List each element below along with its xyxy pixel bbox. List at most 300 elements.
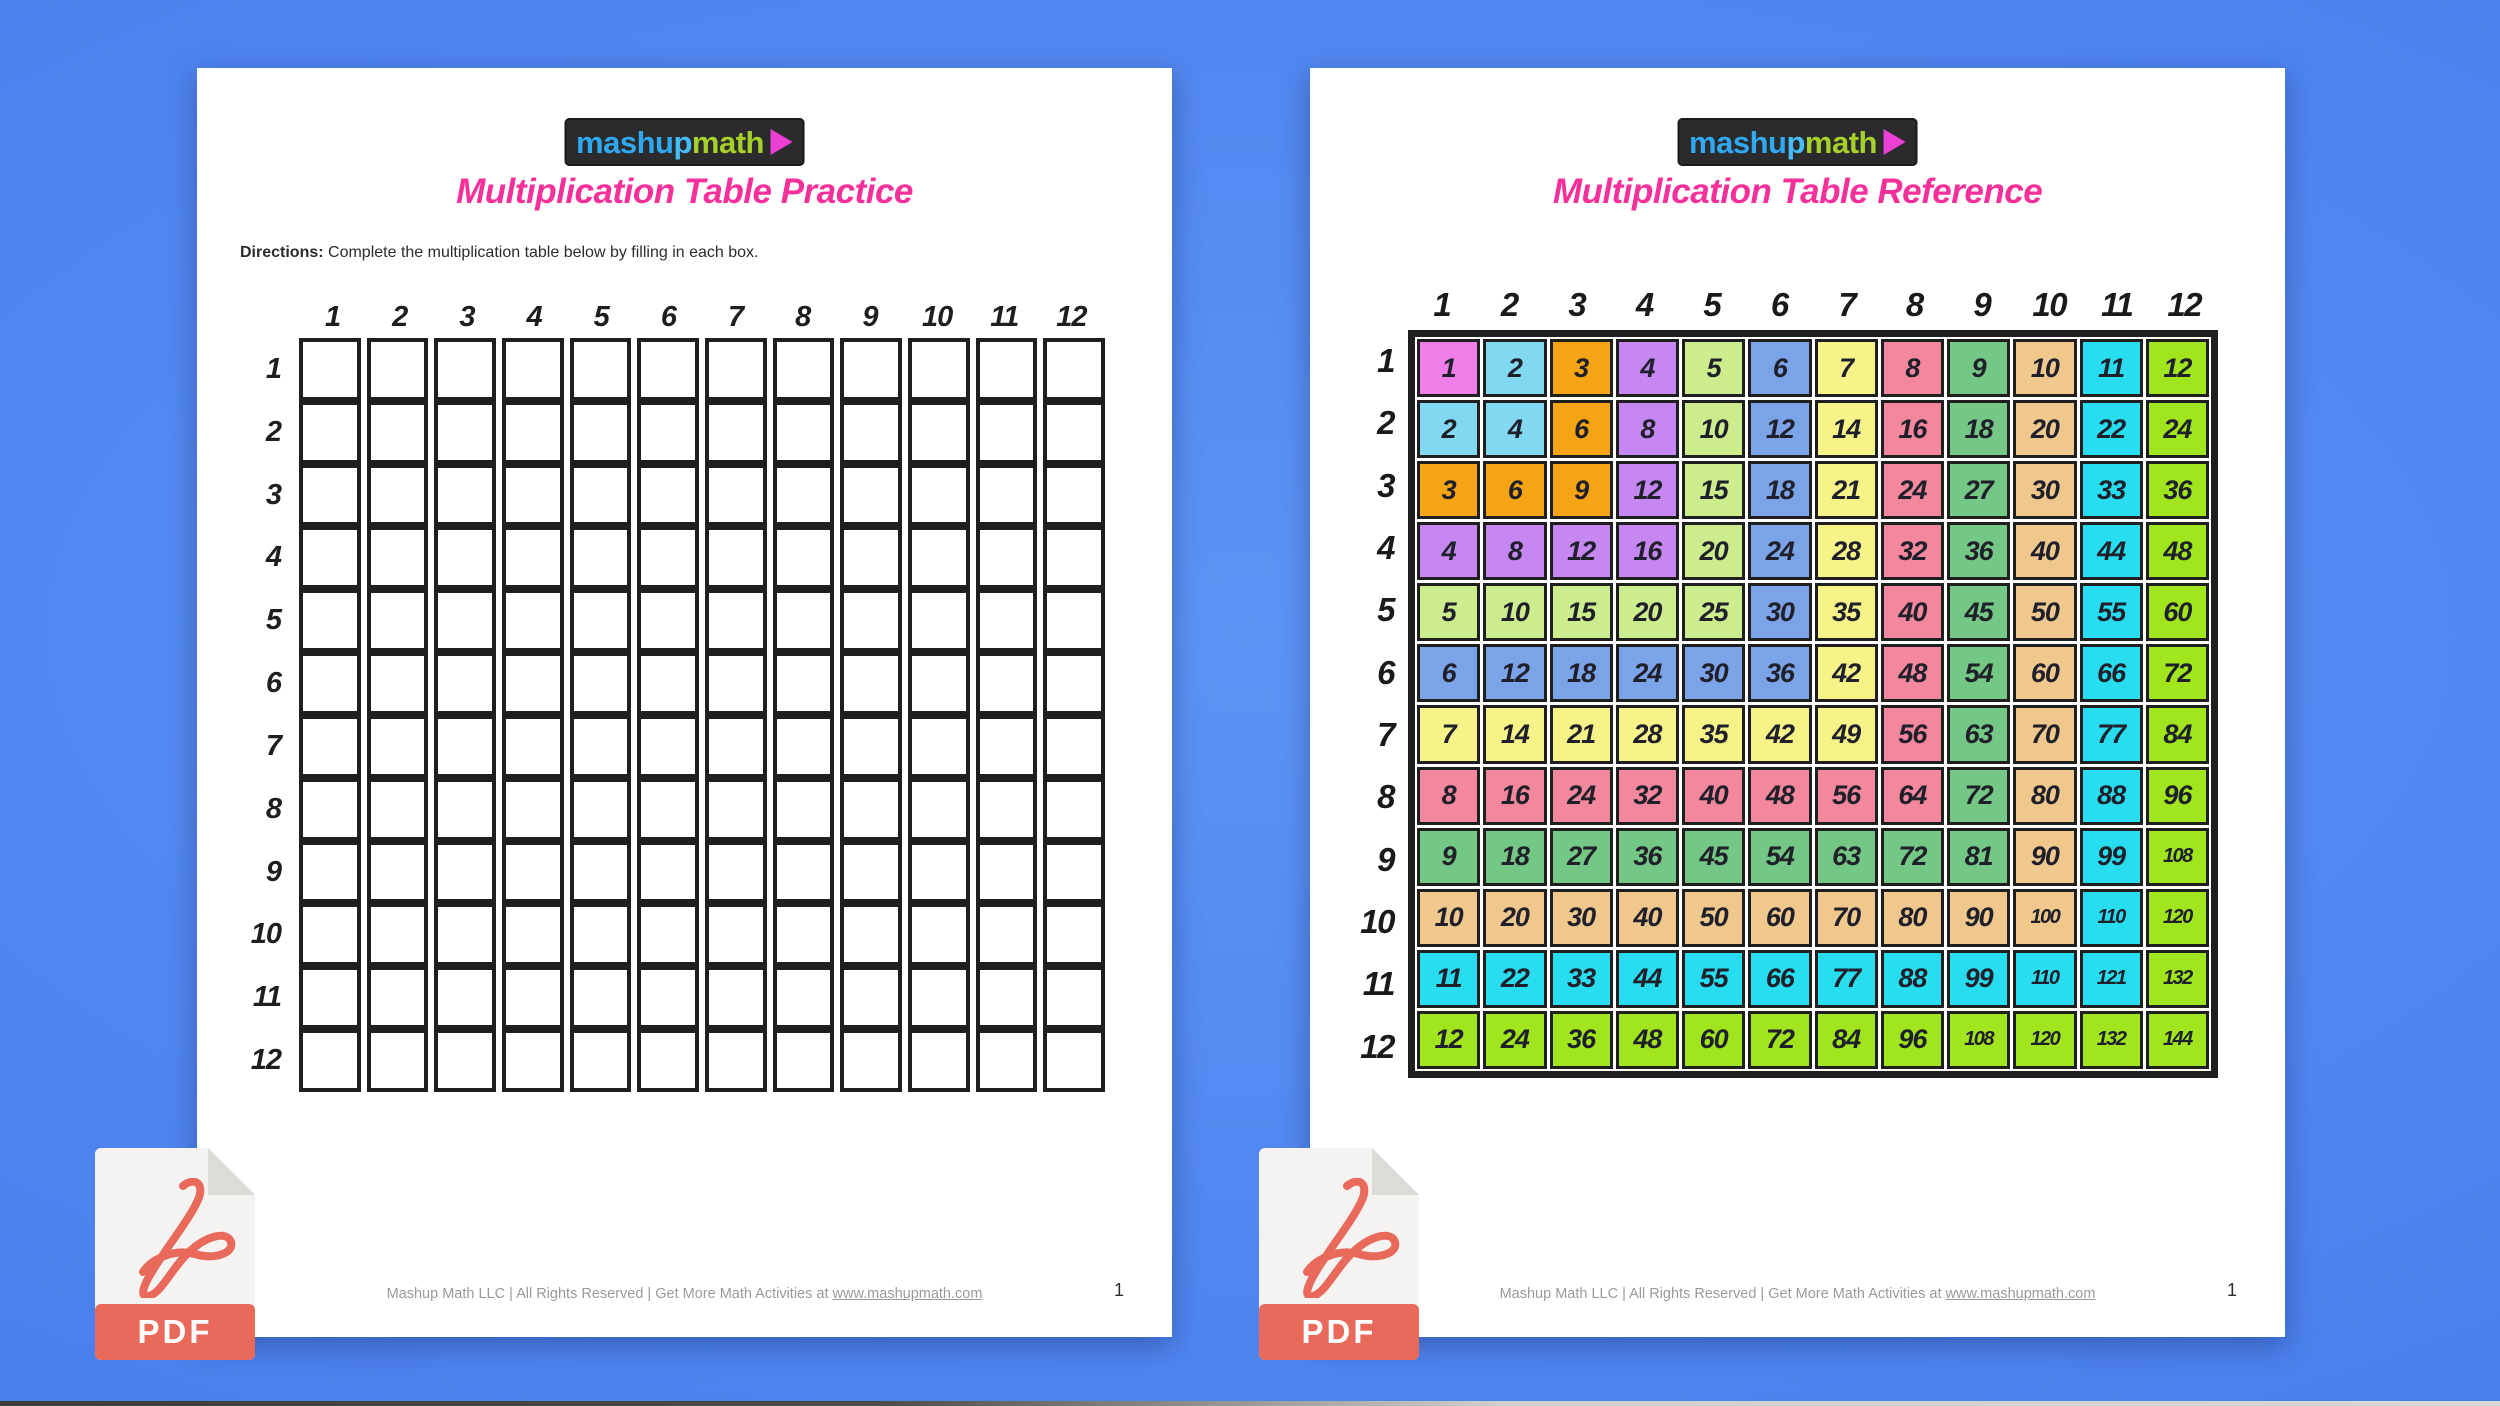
product-cell: 7 xyxy=(1815,339,1878,397)
product-cell: 25 xyxy=(1682,583,1745,641)
practice-cell-empty xyxy=(637,841,699,904)
practice-cell-empty xyxy=(840,464,902,527)
product-cell: 81 xyxy=(1947,828,2010,886)
row-header-number: 10 xyxy=(1360,903,1394,941)
practice-cell-empty xyxy=(773,841,835,904)
product-cell: 45 xyxy=(1947,583,2010,641)
product-cell: 40 xyxy=(1881,583,1944,641)
product-cell: 10 xyxy=(1417,889,1480,947)
product-cell: 35 xyxy=(1815,583,1878,641)
practice-cell-empty xyxy=(773,778,835,841)
worksheet-page-practice xyxy=(197,68,1172,1337)
practice-cell-empty xyxy=(908,841,970,904)
row-header-number: 12 xyxy=(250,1044,281,1077)
product-cell: 96 xyxy=(2146,767,2209,825)
product-cell: 48 xyxy=(1616,1011,1679,1069)
practice-cell-empty xyxy=(502,715,564,778)
product-cell: 16 xyxy=(1881,400,1944,458)
logo-text-mashu: mashu xyxy=(576,124,674,160)
column-header-number: 11 xyxy=(2101,286,2133,323)
product-cell: 18 xyxy=(1550,644,1613,702)
product-cell: 121 xyxy=(2080,950,2143,1008)
product-cell: 60 xyxy=(1682,1011,1745,1069)
product-cell: 54 xyxy=(1748,828,1811,886)
practice-cell-empty xyxy=(637,464,699,527)
product-cell: 6 xyxy=(1417,644,1480,702)
product-cell: 44 xyxy=(1616,950,1679,1008)
product-cell: 11 xyxy=(2080,339,2143,397)
practice-cell-empty xyxy=(502,526,564,589)
practice-cell-empty xyxy=(570,778,632,841)
product-cell: 15 xyxy=(1550,583,1613,641)
practice-cell-empty xyxy=(705,401,767,464)
practice-cell-empty xyxy=(705,903,767,966)
practice-cell-empty xyxy=(976,966,1038,1029)
practice-cell-empty xyxy=(502,1029,564,1092)
row-header-number: 4 xyxy=(1377,529,1394,567)
product-cell: 90 xyxy=(1947,889,2010,947)
practice-cell-empty xyxy=(637,338,699,401)
product-cell: 22 xyxy=(2080,400,2143,458)
product-cell: 63 xyxy=(1947,705,2010,763)
column-header-number: 6 xyxy=(660,301,676,333)
product-cell: 77 xyxy=(2080,705,2143,763)
row-header-number: 3 xyxy=(1377,466,1394,504)
practice-cell-empty xyxy=(705,715,767,778)
column-header-number: 3 xyxy=(459,301,475,333)
page-footer xyxy=(197,1286,1172,1302)
directions-label: Directions: xyxy=(240,244,324,261)
practice-cell-empty xyxy=(570,401,632,464)
practice-cell-empty xyxy=(1043,401,1105,464)
page-number: 1 xyxy=(2226,1280,2237,1300)
product-cell: 110 xyxy=(2013,950,2076,1008)
pdf-banner-label: PDF xyxy=(95,1304,255,1360)
practice-cell-empty xyxy=(705,778,767,841)
footer-text: Mashup Math LLC | All Rights Reserved | Get More Math Activities at xyxy=(386,1286,833,1302)
practice-cell-empty xyxy=(367,778,429,841)
practice-grid xyxy=(299,338,1105,1092)
practice-cell-empty xyxy=(367,401,429,464)
column-header-number: 8 xyxy=(1905,286,1923,323)
column-header-number: 12 xyxy=(1056,301,1087,333)
directions xyxy=(240,244,758,262)
row-header-number: 11 xyxy=(1362,965,1394,1003)
column-header-number: 1 xyxy=(325,301,341,333)
row-header-number: 8 xyxy=(265,792,281,825)
product-cell: 9 xyxy=(1550,461,1613,519)
reference-row-headers xyxy=(1334,330,1402,1078)
product-cell: 27 xyxy=(1947,461,2010,519)
practice-cell-empty xyxy=(1043,715,1105,778)
practice-cell-empty xyxy=(299,464,361,527)
page-title: Multiplication Table Reference xyxy=(1552,172,2043,211)
practice-cell-empty xyxy=(840,338,902,401)
practice-cell-empty xyxy=(570,652,632,715)
product-cell: 16 xyxy=(1483,767,1546,825)
pdf-file-icon[interactable] xyxy=(95,1148,255,1360)
practice-cell-empty xyxy=(299,778,361,841)
product-cell: 55 xyxy=(2080,583,2143,641)
product-cell: 99 xyxy=(1947,950,2010,1008)
product-cell: 54 xyxy=(1947,644,2010,702)
footer-link[interactable]: www.mashupmath.com xyxy=(1945,1286,2096,1302)
product-cell: 12 xyxy=(1616,461,1679,519)
practice-cell-empty xyxy=(773,966,835,1029)
practice-cell-empty xyxy=(367,338,429,401)
practice-cell-empty xyxy=(434,652,496,715)
practice-cell-empty xyxy=(502,338,564,401)
practice-cell-empty xyxy=(570,903,632,966)
practice-cell-empty xyxy=(434,338,496,401)
product-cell: 36 xyxy=(2146,461,2209,519)
product-cell: 49 xyxy=(1815,705,1878,763)
mashupmath-logo xyxy=(1677,118,1918,166)
product-cell: 72 xyxy=(1947,767,2010,825)
practice-cell-empty xyxy=(1043,966,1105,1029)
row-header-number: 6 xyxy=(265,667,281,700)
column-header-number: 9 xyxy=(1973,286,1991,323)
product-cell: 21 xyxy=(1550,705,1613,763)
practice-cell-empty xyxy=(1043,526,1105,589)
product-cell: 66 xyxy=(1748,950,1811,1008)
product-cell: 24 xyxy=(1616,644,1679,702)
practice-cell-empty xyxy=(705,589,767,652)
play-triangle-icon xyxy=(771,129,793,155)
practice-cell-empty xyxy=(773,464,835,527)
practice-cell-empty xyxy=(976,526,1038,589)
reference-col-headers xyxy=(1408,268,2218,324)
product-cell: 3 xyxy=(1417,461,1480,519)
product-cell: 36 xyxy=(1616,828,1679,886)
practice-cell-empty xyxy=(840,652,902,715)
practice-cell-empty xyxy=(773,903,835,966)
practice-cell-empty xyxy=(299,841,361,904)
practice-cell-empty xyxy=(908,652,970,715)
practice-cell-empty xyxy=(908,715,970,778)
practice-cell-empty xyxy=(367,589,429,652)
product-cell: 3 xyxy=(1550,339,1613,397)
practice-cell-empty xyxy=(773,338,835,401)
pdf-banner-label: PDF xyxy=(1259,1304,1419,1360)
product-cell: 50 xyxy=(2013,583,2076,641)
practice-cell-empty xyxy=(434,778,496,841)
practice-cell-empty xyxy=(705,966,767,1029)
product-cell: 4 xyxy=(1417,522,1480,580)
product-cell: 10 xyxy=(1483,583,1546,641)
product-cell: 90 xyxy=(2013,828,2076,886)
column-header-number: 1 xyxy=(1433,286,1451,323)
product-cell: 10 xyxy=(2013,339,2076,397)
column-header-number: 5 xyxy=(593,301,609,333)
practice-cell-empty xyxy=(705,338,767,401)
practice-cell-empty xyxy=(367,652,429,715)
practice-cell-empty xyxy=(502,589,564,652)
column-header-number: 12 xyxy=(2167,286,2202,323)
practice-cell-empty xyxy=(1043,778,1105,841)
product-cell: 36 xyxy=(1550,1011,1613,1069)
pdf-file-icon[interactable] xyxy=(1259,1148,1419,1360)
product-cell: 2 xyxy=(1417,400,1480,458)
product-cell: 28 xyxy=(1815,522,1878,580)
practice-cell-empty xyxy=(840,966,902,1029)
practice-cell-empty xyxy=(299,903,361,966)
product-cell: 40 xyxy=(1682,767,1745,825)
practice-cell-empty xyxy=(434,1029,496,1092)
screen-bottom-edge xyxy=(0,1401,2500,1406)
column-header-number: 6 xyxy=(1770,286,1788,323)
product-cell: 56 xyxy=(1815,767,1878,825)
product-cell: 120 xyxy=(2013,1011,2076,1069)
practice-cell-empty xyxy=(502,966,564,1029)
product-cell: 110 xyxy=(2080,889,2143,947)
practice-cell-empty xyxy=(976,903,1038,966)
practice-cell-empty xyxy=(705,841,767,904)
product-cell: 14 xyxy=(1483,705,1546,763)
practice-cell-empty xyxy=(434,903,496,966)
row-header-number: 6 xyxy=(1377,653,1394,691)
practice-cell-empty xyxy=(637,652,699,715)
row-header-number: 7 xyxy=(265,729,281,762)
practice-cell-empty xyxy=(908,778,970,841)
product-cell: 72 xyxy=(1881,828,1944,886)
product-cell: 12 xyxy=(1417,1011,1480,1069)
product-cell: 42 xyxy=(1815,644,1878,702)
product-cell: 8 xyxy=(1881,339,1944,397)
practice-cell-empty xyxy=(840,589,902,652)
column-header-number: 10 xyxy=(921,301,953,333)
product-cell: 45 xyxy=(1682,828,1745,886)
practice-cell-empty xyxy=(637,526,699,589)
row-header-number: 1 xyxy=(265,352,281,385)
product-cell: 30 xyxy=(1748,583,1811,641)
practice-cell-empty xyxy=(367,903,429,966)
product-cell: 48 xyxy=(1748,767,1811,825)
product-cell: 1 xyxy=(1417,339,1480,397)
product-cell: 30 xyxy=(2013,461,2076,519)
practice-col-headers xyxy=(299,290,1105,334)
practice-cell-empty xyxy=(705,652,767,715)
product-cell: 99 xyxy=(2080,828,2143,886)
practice-cell-empty xyxy=(502,903,564,966)
column-header-number: 4 xyxy=(1635,286,1653,323)
product-cell: 35 xyxy=(1682,705,1745,763)
product-cell: 96 xyxy=(1881,1011,1944,1069)
product-cell: 24 xyxy=(2146,400,2209,458)
logo-text-mashu: mashu xyxy=(1689,124,1787,160)
product-cell: 56 xyxy=(1881,705,1944,763)
practice-cell-empty xyxy=(840,903,902,966)
row-header-number: 2 xyxy=(1377,404,1394,442)
row-header-number: 10 xyxy=(250,918,281,951)
practice-cell-empty xyxy=(434,841,496,904)
practice-cell-empty xyxy=(976,401,1038,464)
product-cell: 33 xyxy=(2080,461,2143,519)
product-cell: 80 xyxy=(2013,767,2076,825)
practice-cell-empty xyxy=(299,338,361,401)
product-cell: 24 xyxy=(1483,1011,1546,1069)
product-cell: 27 xyxy=(1550,828,1613,886)
product-cell: 12 xyxy=(1483,644,1546,702)
practice-cell-empty xyxy=(1043,589,1105,652)
practice-cell-empty xyxy=(367,966,429,1029)
product-cell: 12 xyxy=(1748,400,1811,458)
row-header-number: 3 xyxy=(265,478,281,511)
practice-cell-empty xyxy=(502,401,564,464)
column-header-number: 7 xyxy=(728,301,744,333)
column-header-number: 2 xyxy=(392,301,408,333)
practice-cell-empty xyxy=(908,589,970,652)
practice-cell-empty xyxy=(1043,652,1105,715)
practice-cell-empty xyxy=(502,778,564,841)
mashupmath-logo xyxy=(564,118,805,166)
product-cell: 12 xyxy=(1550,522,1613,580)
product-cell: 10 xyxy=(1682,400,1745,458)
product-cell: 77 xyxy=(1815,950,1878,1008)
product-cell: 72 xyxy=(2146,644,2209,702)
practice-cell-empty xyxy=(773,715,835,778)
product-cell: 32 xyxy=(1616,767,1679,825)
product-cell: 20 xyxy=(1682,522,1745,580)
product-cell: 50 xyxy=(1682,889,1745,947)
practice-row-headers xyxy=(227,338,291,1092)
product-cell: 11 xyxy=(1417,950,1480,1008)
product-cell: 20 xyxy=(1483,889,1546,947)
practice-cell-empty xyxy=(637,966,699,1029)
row-header-number: 7 xyxy=(1377,716,1394,754)
product-cell: 2 xyxy=(1483,339,1546,397)
logo-text-p: p xyxy=(1786,124,1805,160)
play-triangle-icon xyxy=(1884,129,1906,155)
product-cell: 36 xyxy=(1947,522,2010,580)
practice-cell-empty xyxy=(976,1029,1038,1092)
product-cell: 5 xyxy=(1682,339,1745,397)
practice-cell-empty xyxy=(299,401,361,464)
practice-cell-empty xyxy=(908,464,970,527)
logo-text-math: math xyxy=(1804,124,1877,160)
product-cell: 14 xyxy=(1815,400,1878,458)
row-header-number: 9 xyxy=(1377,840,1394,878)
practice-cell-empty xyxy=(637,778,699,841)
row-header-number: 1 xyxy=(1377,342,1394,380)
practice-cell-empty xyxy=(434,526,496,589)
row-header-number: 11 xyxy=(252,981,281,1014)
column-header-number: 11 xyxy=(990,301,1019,333)
practice-cell-empty xyxy=(570,589,632,652)
practice-cell-empty xyxy=(976,778,1038,841)
practice-cell-empty xyxy=(367,715,429,778)
product-cell: 24 xyxy=(1550,767,1613,825)
page-title: Multiplication Table Practice xyxy=(456,172,913,211)
row-header-number: 8 xyxy=(1377,778,1394,816)
practice-cell-empty xyxy=(908,526,970,589)
practice-cell-empty xyxy=(570,841,632,904)
page-number: 1 xyxy=(1113,1280,1124,1300)
practice-cell-empty xyxy=(570,1029,632,1092)
practice-cell-empty xyxy=(434,715,496,778)
practice-cell-empty xyxy=(1043,903,1105,966)
product-cell: 33 xyxy=(1550,950,1613,1008)
practice-cell-empty xyxy=(502,841,564,904)
practice-cell-empty xyxy=(1043,1029,1105,1092)
product-cell: 4 xyxy=(1616,339,1679,397)
practice-cell-empty xyxy=(434,966,496,1029)
directions-text: Complete the multiplication table below by filling in each box. xyxy=(323,244,759,261)
column-header-number: 10 xyxy=(2032,286,2067,323)
product-cell: 80 xyxy=(1881,889,1944,947)
product-cell: 18 xyxy=(1947,400,2010,458)
product-cell: 32 xyxy=(1881,522,1944,580)
column-header-number: 4 xyxy=(526,301,542,333)
row-header-number: 5 xyxy=(265,604,281,637)
product-cell: 88 xyxy=(1881,950,1944,1008)
column-header-number: 8 xyxy=(795,301,811,333)
practice-cell-empty xyxy=(908,966,970,1029)
product-cell: 48 xyxy=(1881,644,1944,702)
row-header-number: 12 xyxy=(1360,1027,1394,1065)
product-cell: 144 xyxy=(2146,1011,2209,1069)
practice-cell-empty xyxy=(299,652,361,715)
practice-cell-empty xyxy=(908,903,970,966)
practice-cell-empty xyxy=(705,464,767,527)
product-cell: 44 xyxy=(2080,522,2143,580)
product-cell: 132 xyxy=(2080,1011,2143,1069)
practice-cell-empty xyxy=(840,841,902,904)
practice-cell-empty xyxy=(976,338,1038,401)
product-cell: 30 xyxy=(1550,889,1613,947)
product-cell: 60 xyxy=(1748,889,1811,947)
row-header-number: 9 xyxy=(265,855,281,888)
product-cell: 108 xyxy=(2146,828,2209,886)
product-cell: 8 xyxy=(1483,522,1546,580)
practice-cell-empty xyxy=(367,464,429,527)
product-cell: 9 xyxy=(1947,339,2010,397)
practice-cell-empty xyxy=(976,841,1038,904)
column-header-number: 9 xyxy=(862,301,878,333)
column-header-number: 7 xyxy=(1838,286,1856,323)
practice-cell-empty xyxy=(637,1029,699,1092)
product-cell: 60 xyxy=(2013,644,2076,702)
acrobat-ribbon-icon xyxy=(1277,1178,1401,1298)
practice-cell-empty xyxy=(773,401,835,464)
practice-cell-empty xyxy=(976,652,1038,715)
footer-text: Mashup Math LLC | All Rights Reserved | Get More Math Activities at xyxy=(1499,1286,1946,1302)
product-cell: 60 xyxy=(2146,583,2209,641)
practice-cell-empty xyxy=(908,401,970,464)
product-cell: 15 xyxy=(1682,461,1745,519)
practice-cell-empty xyxy=(367,1029,429,1092)
product-cell: 72 xyxy=(1748,1011,1811,1069)
practice-cell-empty xyxy=(570,526,632,589)
practice-cell-empty xyxy=(367,526,429,589)
practice-cell-empty xyxy=(434,589,496,652)
product-cell: 5 xyxy=(1417,583,1480,641)
product-cell: 108 xyxy=(1947,1011,2010,1069)
product-cell: 36 xyxy=(1748,644,1811,702)
practice-cell-empty xyxy=(637,401,699,464)
practice-cell-empty xyxy=(840,526,902,589)
product-cell: 8 xyxy=(1417,767,1480,825)
product-cell: 6 xyxy=(1748,339,1811,397)
practice-cell-empty xyxy=(570,966,632,1029)
practice-cell-empty xyxy=(637,715,699,778)
practice-cell-empty xyxy=(502,652,564,715)
column-header-number: 3 xyxy=(1568,286,1586,323)
footer-link[interactable]: www.mashupmath.com xyxy=(832,1286,983,1302)
column-header-number: 2 xyxy=(1500,286,1518,323)
practice-cell-empty xyxy=(976,464,1038,527)
practice-cell-empty xyxy=(299,1029,361,1092)
